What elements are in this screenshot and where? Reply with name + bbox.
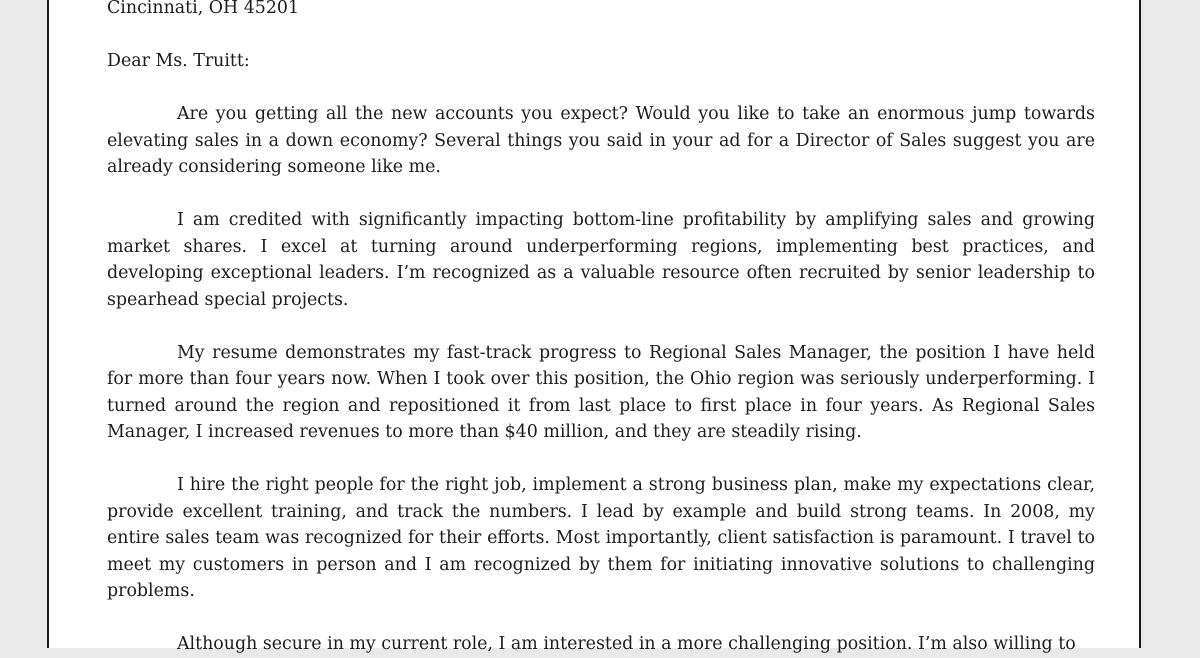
paragraph-1: Are you getting all the new accounts you expect? Would you like to take an enormous jump towards elevating sales in a down economy? Several things you said in your ad for a Director of Sales suggest you are already considering someone like me. — [107, 104, 1095, 177]
letter-body — [107, 0, 1095, 658]
salutation: Dear Ms. Truitt: — [107, 51, 250, 71]
letter-page — [47, 0, 1141, 654]
paragraph-5: Although secure in my current role, I am interested in a more challenging position. I’m also willing to — [177, 634, 1076, 654]
paragraph-2: I am credited with significantly impacting bottom-line profitability by amplifying sales and growing market shares. I excel at turning around underperforming regions, implementing best practices, and developing exceptional leaders. I’m recognized as a valuable resource often recruited by senior leadership to spearhead special projects. — [107, 210, 1095, 310]
paragraph-3: My resume demonstrates my fast-track progress to Regional Sales Manager, the position I have held for more than four years now. When I took over this position, the Ohio region was seriously underperforming. I turned around the region and repositioned it from last place to first place in four years. As Regional Sales Manager, I increased revenues to more than $40 million, and they are steadily rising. — [107, 342, 1095, 442]
paragraph-4: I hire the right people for the right job, implement a strong business plan, make my expectations clear, provide excellent training, and track the numbers. I lead by example and build strong teams. In 2008, my entire sales team was recognized for their efforts. Most importantly, client satisfaction is paramount. I travel to meet my customers in person and I am recognized by them for initiating innovative solutions to challenging problems. — [107, 475, 1095, 601]
address-line: Cincinnati, OH 45201 — [107, 0, 300, 18]
